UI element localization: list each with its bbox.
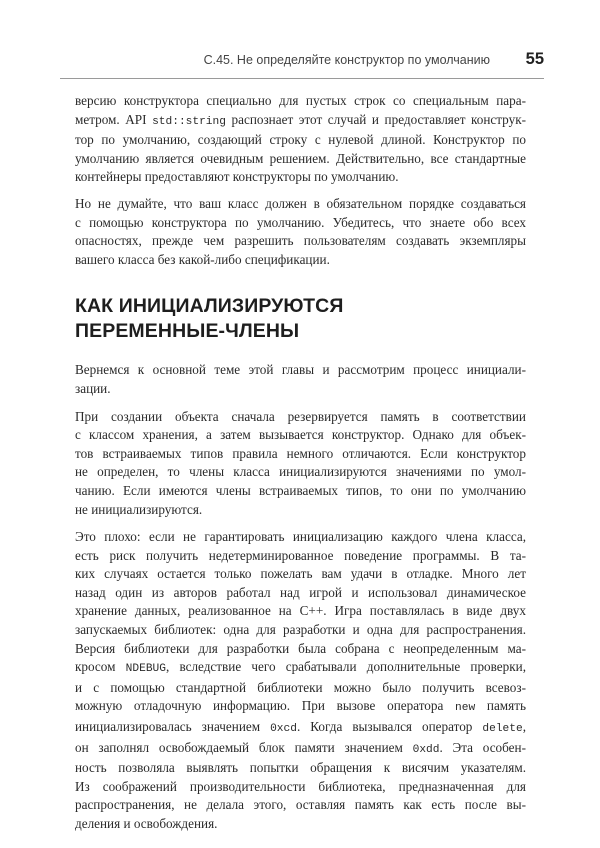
text-line: вашего класса без какой-либо спецификации.: [75, 251, 330, 267]
paragraph-1: [75, 92, 526, 187]
text-line: распространения, не делала этого, оставляя память как есть после вы-: [75, 797, 526, 813]
text-line: Из соображений производительности библиотека, предназначенная для: [75, 778, 526, 794]
text-fragment: кросом: [75, 659, 126, 675]
page-number: 55: [525, 50, 544, 68]
text-line: [75, 718, 526, 739]
text-line: есть риск получить недетерминированное поведение программы. В та-: [75, 547, 526, 563]
text-line: Это плохо: если не гарантировать инициализацию каждого члена класса,: [75, 529, 526, 545]
text-fragment: он заполнял освобождаемый блок памяти значением: [75, 739, 413, 755]
inline-code: 0xdd: [412, 743, 440, 756]
text-line: При создании объекта сначала резервируется память в соответствии: [75, 408, 526, 424]
heading-line: ПЕРЕМЕННЫЕ-ЧЛЕНЫ: [75, 320, 300, 343]
text-line: не определен, то члены класса инициализируются значениями по умол-: [75, 464, 526, 480]
paragraph-4: [75, 408, 526, 520]
inline-code: delete: [482, 723, 523, 736]
text-fragment: . Когда вызывался оператор: [296, 719, 483, 735]
inline-code: std::string: [152, 115, 226, 128]
text-fragment: . Эта особен-: [439, 739, 526, 755]
text-fragment: память: [475, 698, 526, 714]
text-line: контейнеры предоставляют конструкторы по умолчанию.: [75, 169, 399, 185]
text-line: не инициализируются.: [75, 501, 203, 517]
text-fragment: метром. API: [75, 111, 153, 127]
paragraph-2: [75, 195, 526, 269]
section-heading: [75, 294, 526, 344]
inline-code: new: [455, 702, 476, 715]
running-header: [60, 52, 544, 70]
text-line: тор по умолчанию, создающий строку с нулевой длиной. Конструктор по: [75, 132, 526, 148]
text-line: опасностях, прежде чем разрешить пользователям создавать экземпляры: [75, 233, 526, 249]
text-line: зации.: [75, 380, 111, 396]
header-divider: [60, 78, 544, 79]
text-line: Вернемся к основной теме этой главы и рассмотрим процесс инициали-: [75, 362, 526, 378]
text-line: ность позволяла выявлять попытки обращения к висячим указателям.: [75, 760, 526, 776]
text-line: запускаемых библиотек: одна для разработки и одна для распространения.: [75, 622, 526, 638]
paragraph-3: [75, 361, 526, 398]
text-fragment: ,: [522, 719, 526, 735]
text-line: ких случаях остается только пожелать вам удачи в отладке. Много лет: [75, 566, 526, 582]
text-line: с классом хранения, а затем вызывается конструктор. Однако для объек-: [75, 427, 526, 443]
text-fragment: распознает этот случай и предоставляет конструк-: [225, 111, 526, 127]
text-line: [75, 111, 526, 132]
text-line: тов встраиваемых типов правила немного отличаются. Если конструктор: [75, 445, 526, 461]
chapter-title: C.45. Не определяйте конструктор по умолчанию: [203, 53, 490, 67]
paragraph-5: [75, 528, 526, 834]
text-fragment: , вследствие чего срабатывали дополнительные проверки,: [165, 659, 526, 675]
text-line: Версия библиотеки для разработки была собрана с неопределенным ма-: [75, 640, 526, 656]
text-line: с помощью конструктора по умолчанию. Убедитесь, что знаете обо всех: [75, 214, 526, 230]
text-line: умолчанию является очевидным решением. Действительно, все стандартные: [75, 150, 526, 166]
text-fragment: можную отладочную информацию. При вызове оператора: [75, 698, 456, 714]
text-line: назад один из авторов работал над игрой и использовал динамическое: [75, 584, 526, 600]
inline-code: NDEBUG: [125, 663, 166, 676]
page-body: [75, 92, 526, 843]
text-line: версию конструктора специально для пустых строк со специальным пара-: [75, 93, 526, 108]
text-line: [75, 658, 526, 679]
text-line: и с помощью стандартной библиотеки можно было получить всевоз-: [75, 679, 526, 695]
text-line: деления и освобождения.: [75, 816, 218, 831]
text-line: хранение данных, реализованное на C++. Игра поставлялась в виде двух: [75, 603, 526, 619]
text-line: [75, 739, 526, 760]
text-line: Но не думайте, что ваш класс должен в обязательном порядке создаваться: [75, 195, 526, 211]
heading-line: КАК ИНИЦИАЛИЗИРУЮТСЯ: [75, 295, 344, 318]
inline-code: 0xcd: [270, 723, 297, 736]
text-fragment: инициализировалась значением: [75, 719, 271, 735]
text-line: [75, 697, 526, 718]
text-line: чанию. Если имеются члены встраиваемых типов, то они по умолчанию: [75, 482, 526, 498]
